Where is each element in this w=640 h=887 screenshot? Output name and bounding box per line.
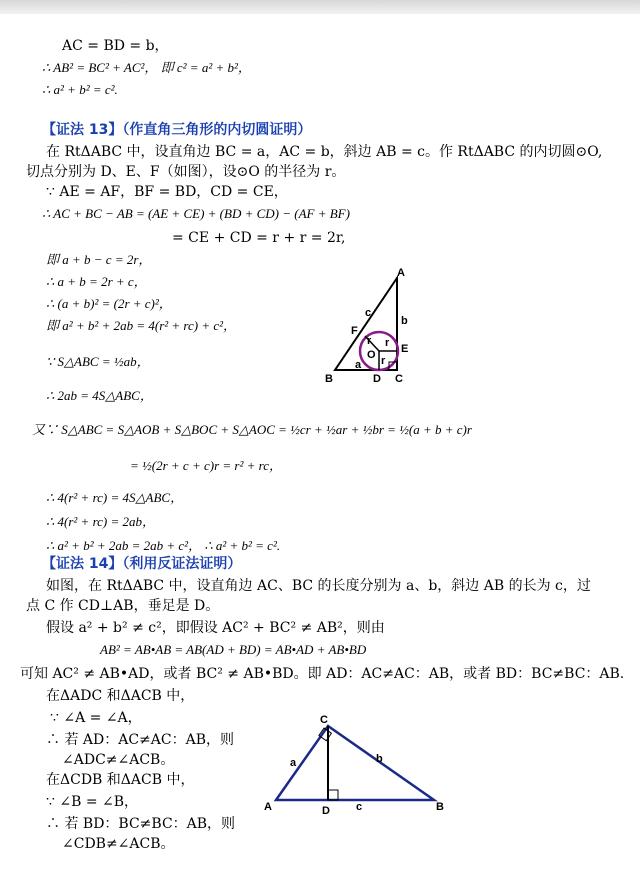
incircle-figure bbox=[325, 266, 425, 384]
label-B: B bbox=[325, 373, 333, 384]
text-line-l10: 即 a² + b² + 2ab = 4(r² + rc) + c²， bbox=[46, 318, 237, 333]
text-line-l2: ∴ AB² = BC² + AC²， 即 c² = a² + b²， bbox=[42, 60, 251, 75]
text-line-l6: = CE + CD = r + r = 2r, bbox=[172, 230, 346, 246]
text-line-p9: ∴ 若 AD：AC≠AC：AB，则 bbox=[46, 732, 235, 748]
label-c: c bbox=[365, 307, 372, 319]
text-line-l8: ∴ a + b = 2r + c， bbox=[46, 274, 147, 289]
text-line-l15: ∴ 4(r² + rc) = 4S△ABC， bbox=[46, 490, 184, 505]
text-line-p13: ∴ 若 BD：BC≠BC：AB，则 bbox=[46, 816, 236, 832]
label-A: A bbox=[397, 267, 405, 279]
text-line-p1: 在 RtΔABC 中，设直角边 BC = a，AC = b，斜边 AB = c。作 RtΔABC 的内切圆⊙O, bbox=[46, 144, 603, 160]
text-line-l9: ∴ (a + b)² = (2r + c)²， bbox=[46, 296, 172, 311]
label-r2: r bbox=[381, 355, 386, 367]
text-line-l5: ∴ AC + BC − AB = (AE + CE) + (BD + CD) − (AF + BF) bbox=[42, 206, 350, 221]
label-F: F bbox=[351, 325, 358, 337]
triangle-abc bbox=[335, 278, 397, 370]
triangle-acb bbox=[276, 726, 434, 800]
text-line-l11: ∵ S△ABC = ½ab， bbox=[46, 354, 150, 369]
text-line-l18: AB² = AB•AB = AB(AD + BD) = AB•AD + AB•BD bbox=[100, 642, 367, 657]
label-b: b bbox=[401, 315, 408, 327]
label-E: E bbox=[401, 343, 409, 355]
heading-h14: 【证法 14】（利用反证法证明） bbox=[42, 556, 242, 572]
label-a: a bbox=[355, 359, 362, 371]
label-D: D bbox=[322, 805, 330, 817]
text-line-l13: 又∵ S△ABC = S△AOB + S△BOC + S△AOC = ½cr + ½ar + ½br = ½(a + b + c)r bbox=[32, 422, 472, 437]
label-A: A bbox=[264, 801, 272, 813]
text-line-p3: 如图，在 RtΔABC 中，设直角边 AC、BC 的长度分别为 a、b，斜边 AB 的长为 c，过 bbox=[46, 578, 591, 594]
text-line-p4: 点 C 作 CD⊥AB，垂足是 D。 bbox=[26, 598, 220, 614]
text-line-p12: ∵ ∠B = ∠B， bbox=[46, 794, 139, 810]
label-c: c bbox=[356, 801, 363, 813]
label-D: D bbox=[373, 373, 381, 384]
text-line-p10: ∠ADC≠∠ACB。 bbox=[62, 752, 175, 768]
text-line-p6: 可知 AC² ≠ AB•AD，或者 BC² ≠ AB•BD。即 AD：AC≠AC：AB，或者 BD：BC≠BC：AB. bbox=[20, 666, 625, 682]
label-B: B bbox=[436, 801, 444, 813]
label-C: C bbox=[395, 373, 403, 384]
altitude-figure bbox=[262, 712, 454, 818]
label-b: b bbox=[376, 753, 383, 765]
text-line-p5: 假设 a² + b² ≠ c²，即假设 AC² + BC² ≠ AB²，则由 bbox=[46, 620, 385, 636]
heading-h13: 【证法 13】（作直角三角形的内切圆证明） bbox=[42, 122, 312, 138]
text-line-l16: ∴ 4(r² + rc) = 2ab， bbox=[46, 514, 156, 529]
text-line-l3: ∴ a² + b² = c². bbox=[42, 82, 118, 97]
label-r3: r bbox=[385, 337, 390, 349]
text-line-l17: ∴ a² + b² + 2ab = 2ab + c²， ∴ a² + b² = c². bbox=[46, 538, 281, 553]
text-line-p14: ∠CDB≠∠ACB。 bbox=[62, 836, 175, 852]
text-line-p7: 在ΔADC 和ΔACB 中， bbox=[46, 688, 195, 704]
text-line-p8: ∵ ∠A = ∠A， bbox=[50, 710, 142, 726]
text-line-p11: 在ΔCDB 和ΔACB 中， bbox=[46, 772, 195, 788]
label-r1: r bbox=[367, 335, 372, 347]
label-a: a bbox=[290, 757, 297, 769]
text-line-l4: ∵ AE = AF，BF = BD，CD = CE， bbox=[46, 184, 288, 200]
text-line-l14: = ½(2r + c + c)r = r² + rc， bbox=[130, 458, 282, 473]
text-line-l12: ∴ 2ab = 4S△ABC， bbox=[46, 388, 153, 403]
text-line-p2: 切点分别为 D、E、F（如图），设⊙O 的半径为 r。 bbox=[26, 164, 346, 180]
label-O: O bbox=[367, 349, 376, 361]
label-C: C bbox=[320, 714, 328, 726]
top-toolbar bbox=[0, 0, 640, 14]
text-line-l7: 即 a + b − c = 2r， bbox=[46, 252, 152, 267]
text-line-l1: AC = BD = b， bbox=[62, 38, 169, 54]
